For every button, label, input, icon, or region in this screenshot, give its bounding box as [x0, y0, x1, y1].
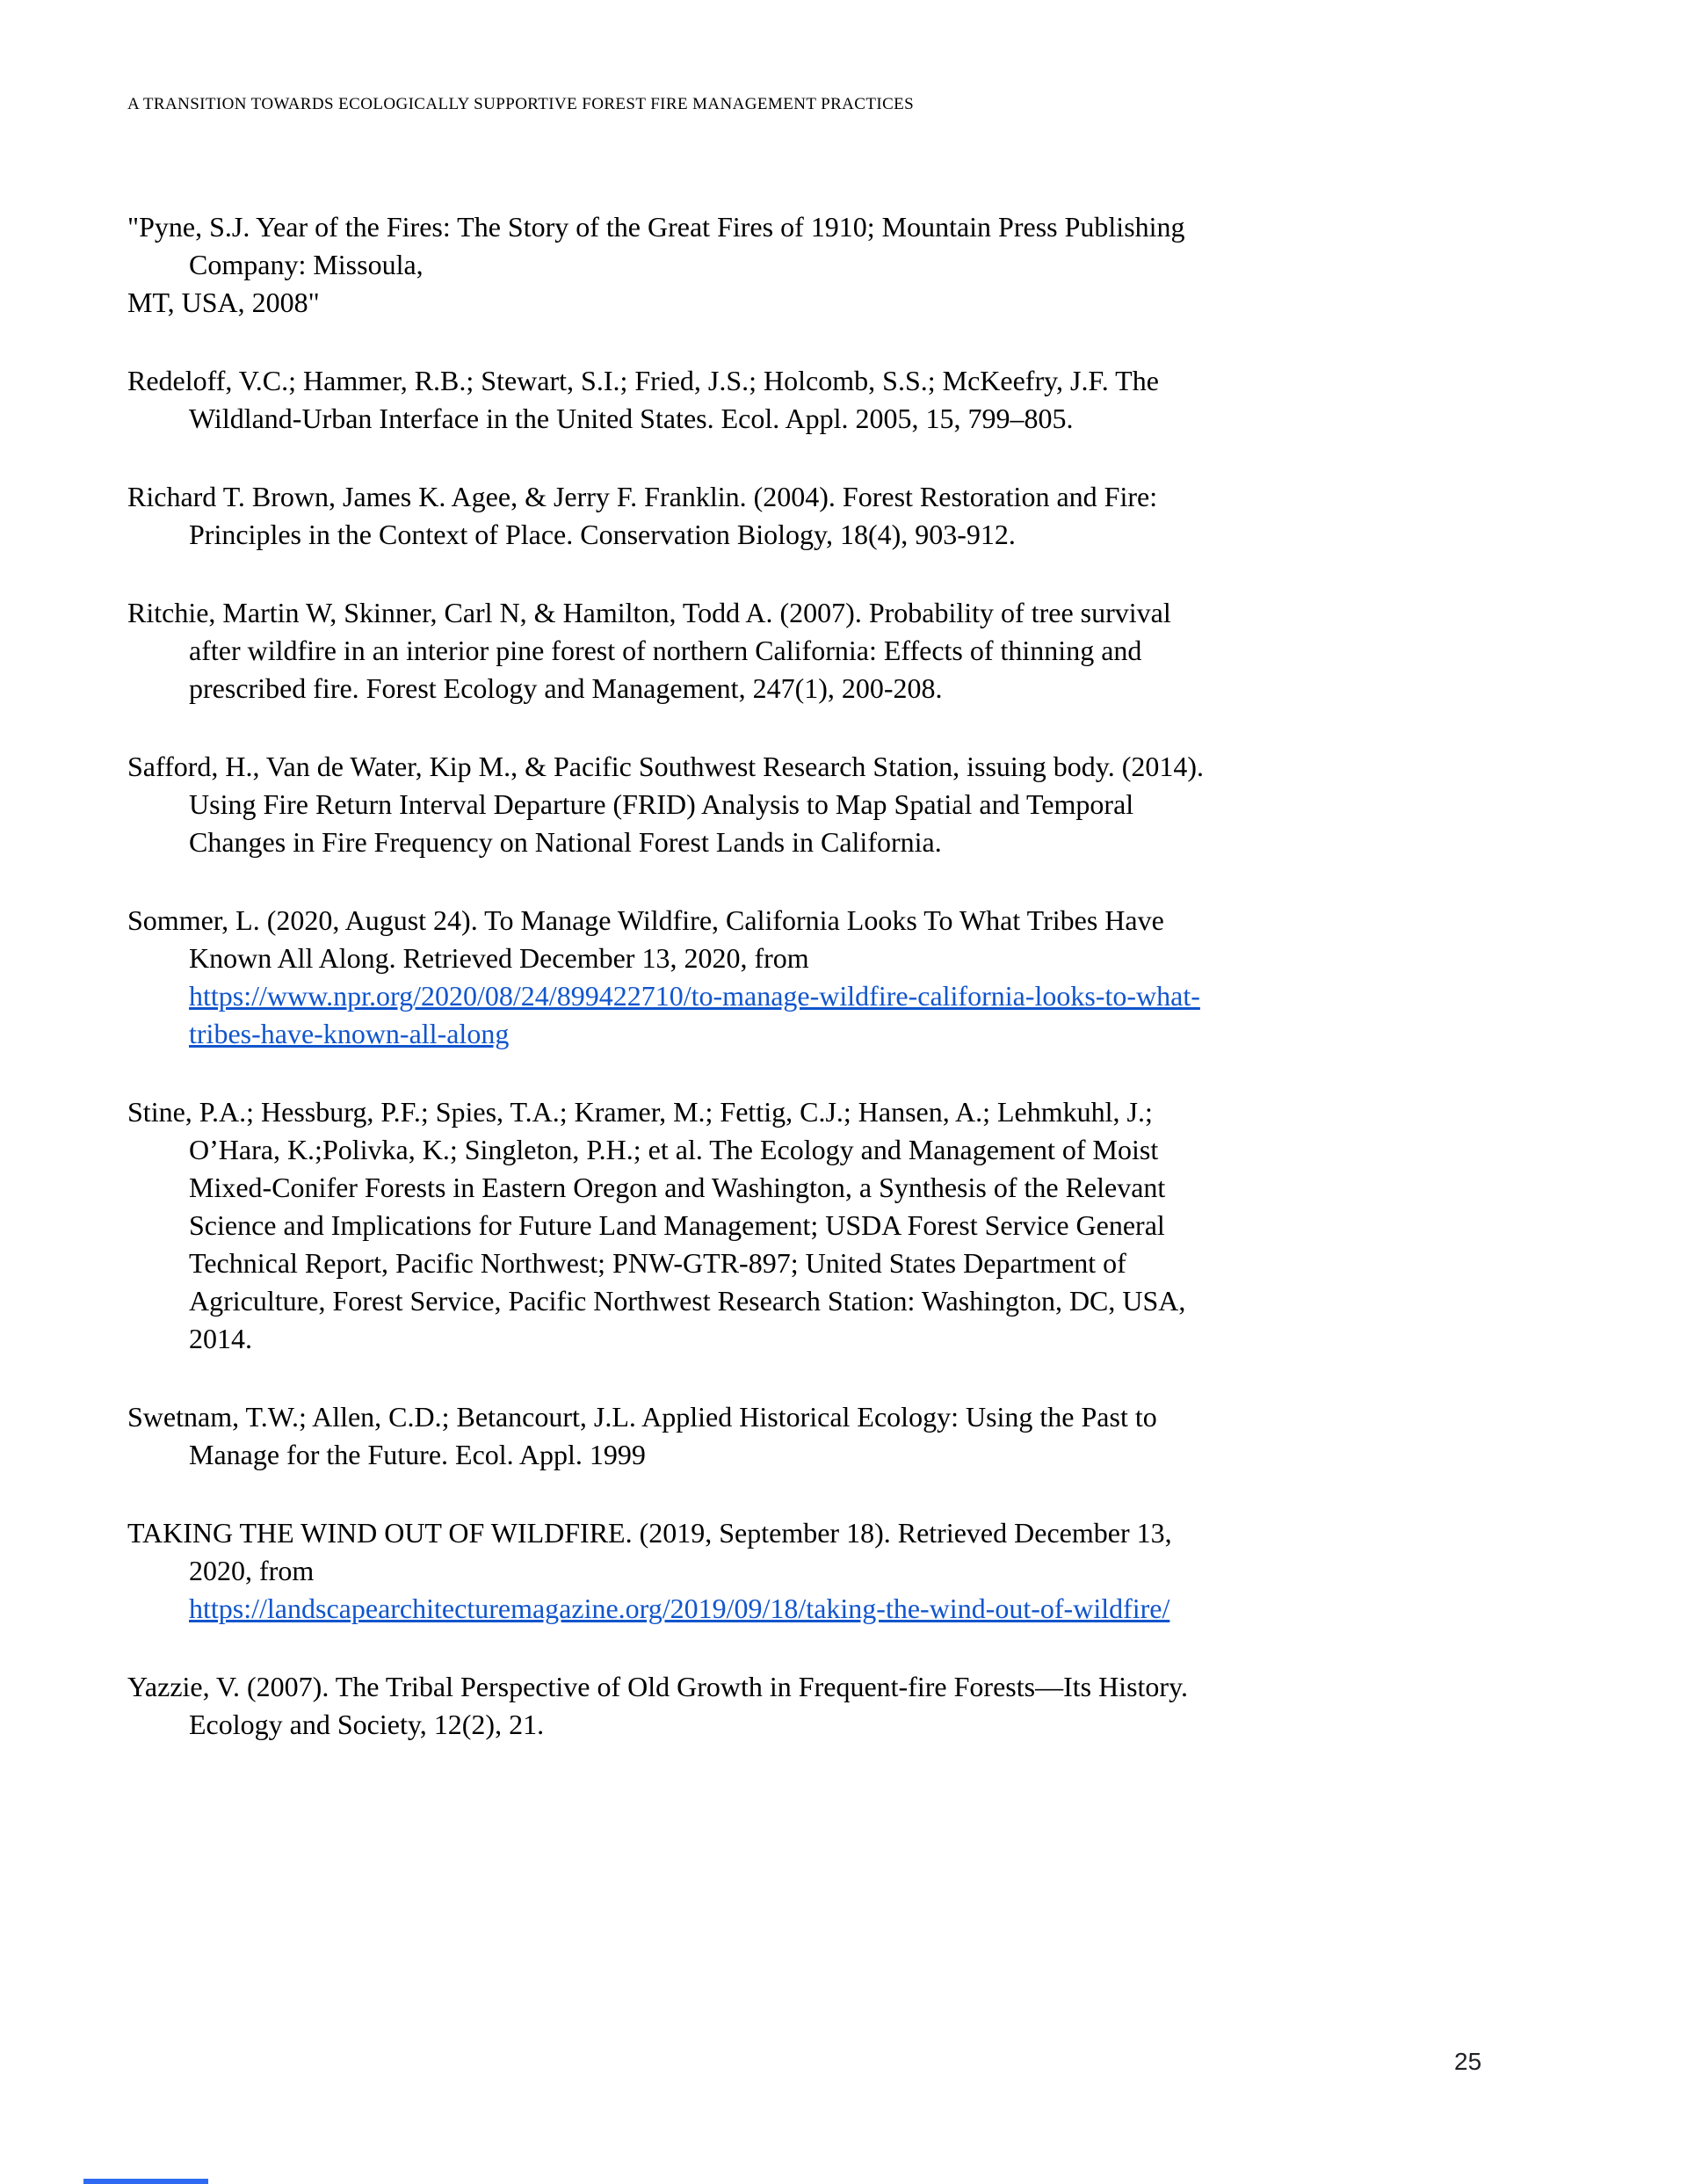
- reference-entry: [127, 1668, 1498, 1744]
- reference-entry: [127, 1093, 1498, 1358]
- reference-line: Principles in the Context of Place. Conservation Biology, 18(4), 903-912.: [189, 519, 1016, 550]
- reference-line: prescribed fire. Forest Ecology and Management, 247(1), 200-208.: [189, 672, 943, 704]
- reference-entry: [127, 1514, 1498, 1628]
- reference-line: 2014.: [189, 1323, 252, 1354]
- reference-line: Redeloff, V.C.; Hammer, R.B.; Stewart, S.I.; Fried, J.S.; Holcomb, S.S.; McKeefry, J.F. The: [127, 365, 1159, 396]
- reference-entry: [127, 478, 1498, 554]
- reference-entry: [127, 208, 1498, 322]
- reference-line: "Pyne, S.J. Year of the Fires: The Story of the Great Fires of 1910; Mountain Press Publishing: [127, 211, 1185, 243]
- reference-line: Stine, P.A.; Hessburg, P.F.; Spies, T.A.; Kramer, M.; Fettig, C.J.; Hansen, A.; Lehmkuhl, J.;: [127, 1096, 1153, 1128]
- reference-line: Ecology and Society, 12(2), 21.: [189, 1709, 545, 1740]
- reference-line: O’Hara, K.;Polivka, K.; Singleton, P.H.; et al. The Ecology and Management of Moist: [189, 1134, 1159, 1165]
- reference-line: Ritchie, Martin W, Skinner, Carl N, & Hamilton, Todd A. (2007). Probability of tree survival: [127, 597, 1171, 628]
- reference-line: Richard T. Brown, James K. Agee, & Jerry F. Franklin. (2004). Forest Restoration and Fire:: [127, 481, 1158, 512]
- reference-line: Using Fire Return Interval Departure (FRID) Analysis to Map Spatial and Temporal: [189, 788, 1134, 820]
- running-head: A TRANSITION TOWARDS ECOLOGICALLY SUPPORTIVE FOREST FIRE MANAGEMENT PRACTICES: [127, 95, 915, 113]
- reference-line: Yazzie, V. (2007). The Tribal Perspective of Old Growth in Frequent-fire Forests—Its History.: [127, 1671, 1188, 1702]
- reference-line: 2020, from: [189, 1555, 315, 1586]
- reference-line: [127, 1015, 1498, 1053]
- reference-line: TAKING THE WIND OUT OF WILDFIRE. (2019, September 18). Retrieved December 13,: [127, 1517, 1172, 1549]
- reference-line: Safford, H., Van de Water, Kip M., & Pacific Southwest Research Station, issuing body. (2014).: [127, 751, 1205, 782]
- reference-entry: [127, 362, 1498, 438]
- reference-line: Sommer, L. (2020, August 24). To Manage Wildfire, California Looks To What Tribes Have: [127, 904, 1164, 936]
- reference-entry: [127, 902, 1498, 1053]
- reference-entry: [127, 594, 1498, 707]
- reference-line: Known All Along. Retrieved December 13, 2020, from: [189, 942, 809, 974]
- reference-entry: [127, 748, 1498, 861]
- reference-line: Manage for the Future. Ecol. Appl. 1999: [189, 1439, 646, 1470]
- reference-line: [127, 977, 1498, 1015]
- reference-url-link[interactable]: https://landscapearchitecturemagazine.org/2019/09/18/taking-the-wind-out-of-wildfire/: [189, 1593, 1170, 1624]
- references-list: [127, 208, 1498, 1784]
- page-edge-blue-artifact: [83, 2179, 208, 2184]
- reference-entry: [127, 1398, 1498, 1474]
- reference-line: Mixed-Conifer Forests in Eastern Oregon and Washington, a Synthesis of the Relevant: [189, 1172, 1166, 1203]
- reference-line: Technical Report, Pacific Northwest; PNW-GTR-897; United States Department of: [189, 1247, 1126, 1279]
- page-number: 25: [1454, 2048, 1482, 2075]
- reference-line: Agriculture, Forest Service, Pacific Northwest Research Station: Washington, DC, USA,: [189, 1285, 1186, 1317]
- reference-line: Changes in Fire Frequency on National Forest Lands in California.: [189, 826, 942, 858]
- reference-line: Company: Missoula,: [189, 249, 424, 280]
- reference-line: Swetnam, T.W.; Allen, C.D.; Betancourt, J.L. Applied Historical Ecology: Using the Past to: [127, 1401, 1157, 1433]
- reference-line: [127, 1590, 1498, 1628]
- reference-url-link[interactable]: https://www.npr.org/2020/08/24/899422710/to-manage-wildfire-california-looks-to-what-: [189, 980, 1200, 1012]
- reference-line: after wildfire in an interior pine forest of northern California: Effects of thinning and: [189, 635, 1142, 666]
- reference-line: Science and Implications for Future Land Management; USDA Forest Service General: [189, 1209, 1165, 1241]
- reference-url-link[interactable]: tribes-have-known-all-along: [189, 1018, 510, 1049]
- reference-line: Wildland-Urban Interface in the United States. Ecol. Appl. 2005, 15, 799–805.: [189, 403, 1074, 434]
- reference-line: MT, USA, 2008": [127, 287, 320, 318]
